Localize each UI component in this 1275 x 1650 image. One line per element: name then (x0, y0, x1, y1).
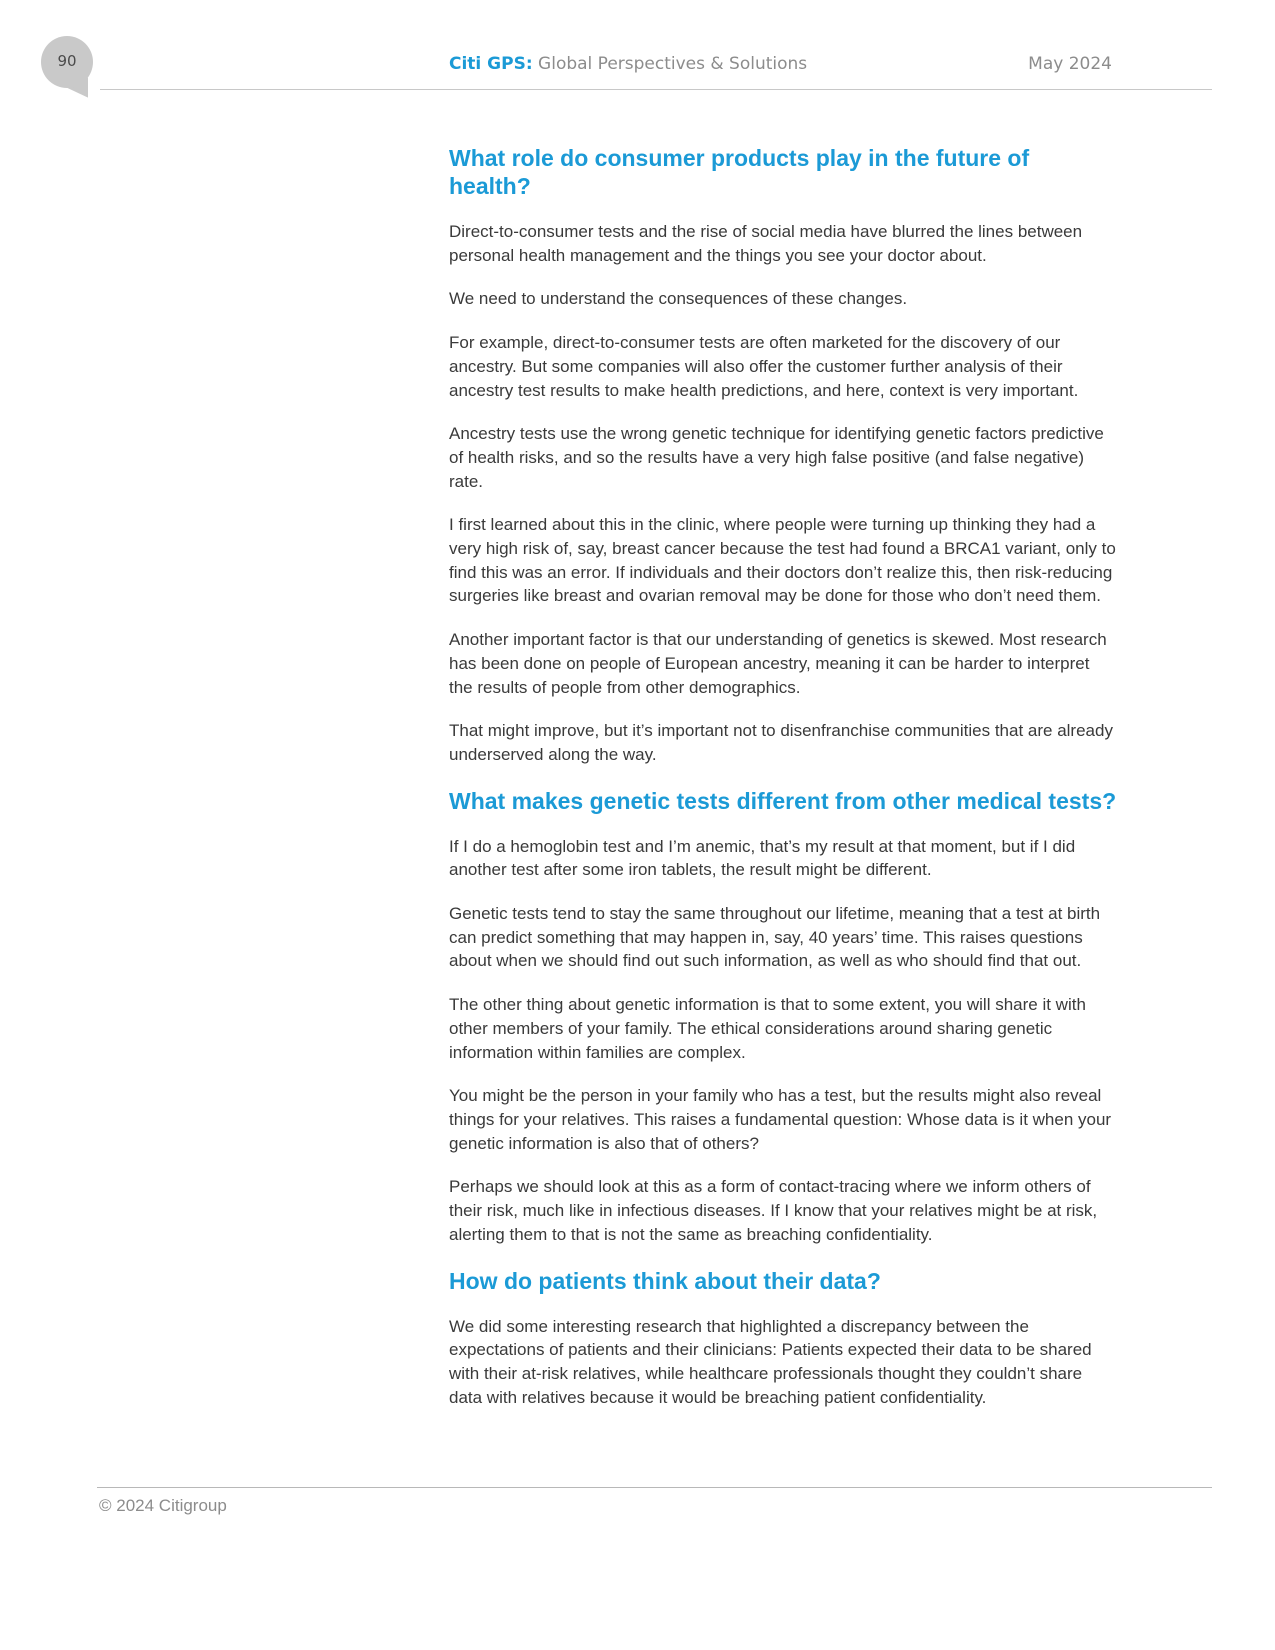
paragraph: You might be the person in your family who has a test, but the results might also reveal things for your relatives. This raises a fundamental question: Whose data is it when your genetic information is also that of others? (449, 1086, 1112, 1153)
report-header (449, 54, 807, 74)
paragraph: That might improve, but it’s important not to disenfranchise communities that are already underserved along the way. (449, 721, 1113, 764)
report-date: May 2024 (1028, 54, 1112, 74)
paragraph: Direct-to-consumer tests and the rise of social media have blurred the lines between personal health management and the things you see your doctor about. (449, 222, 1083, 265)
paragraph: We need to understand the consequences of these changes. (449, 289, 908, 309)
paragraph: If I do a hemoglobin test and I’m anemic, that’s my result at that moment, but if I did another test after some iron tablets, the result might be different. (449, 836, 1076, 880)
brand-name: Citi GPS: (449, 54, 533, 74)
copyright-footer: © 2024 Citigroup (99, 1496, 227, 1515)
paragraph: I first learned about this in the clinic, where people were turning up thinking they had a very high risk of, say, breast cancer because the test had found a BRCA1 variant, only to find this was an error. If individuals and their doctors don’t realize this, then risk-reducing surgeries like breast and ovarian removal may be done for those who don’t need them. (449, 515, 1116, 606)
paragraph: Ancestry tests use the wrong genetic technique for identifying genetic factors predictive of health risks, and so the results have a very high false positive (and false negative) rate. (449, 424, 1104, 491)
page-number-badge (41, 36, 93, 88)
header-divider (100, 89, 1212, 90)
report-subtitle: Global Perspectives & Solutions (538, 54, 808, 74)
section-heading-genetic-tests: What makes genetic tests different from other medical tests? (449, 787, 1117, 814)
paragraph: Perhaps we should look at this as a form of contact-tracing where we inform others of their risk, much like in infectious diseases. If I know that your relatives might be at risk, alerting them to that is not the same as breaching confidentiality. (449, 1177, 1098, 1244)
paragraph: Another important factor is that our understanding of genetics is skewed. Most research has been done on people of European ancestry, meaning it can be harder to interpret the results of people from other demographics. (449, 630, 1107, 697)
paragraph: For example, direct-to-consumer tests are often marketed for the discovery of our ancestry. But some companies will also offer the customer further analysis of their ancestry test results to make health predictions, and here, context is very important. (449, 333, 1079, 400)
paragraph: The other thing about genetic information is that to some extent, you will share it with other members of your family. The ethical considerations around sharing genetic information within families are complex. (449, 995, 1086, 1062)
page-number: 90 (57, 52, 77, 70)
paragraph: Genetic tests tend to stay the same throughout our lifetime, meaning that a test at birth can predict something that may happen in, say, 40 years’ time. This raises questions about when we should find out such information, as well as who should find that out. (449, 904, 1101, 971)
paragraph: We did some interesting research that highlighted a discrepancy between the expectations of patients and their clinicians: Patients expected their data to be shared with their at-risk relatives, while healthcare professionals thought they couldn’t share data with relatives because it would be breaching patient confidentiality. (449, 1316, 1092, 1407)
article-body (449, 144, 1117, 1429)
footer-divider (97, 1487, 1212, 1488)
section-heading-patient-data: How do patients think about their data? (449, 1267, 881, 1294)
section-heading-consumer-products: What role do consumer products play in the future of health? (449, 145, 1030, 199)
